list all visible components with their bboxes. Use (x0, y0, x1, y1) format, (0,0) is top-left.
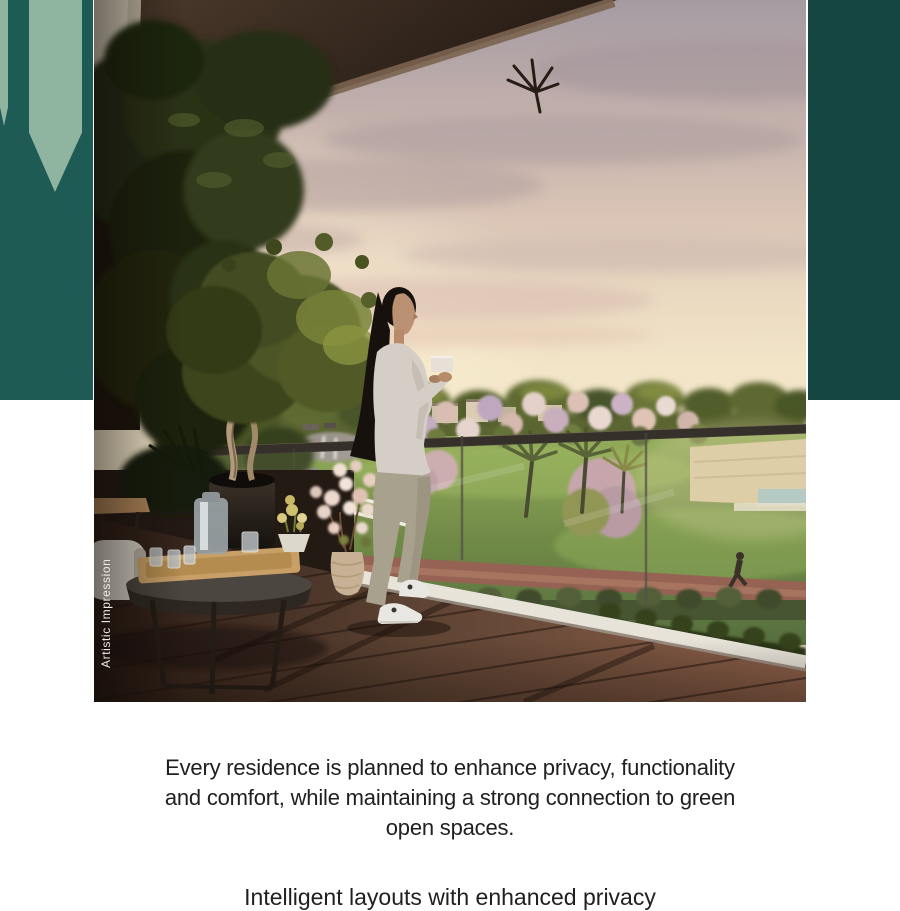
body-copy (0, 753, 900, 843)
coffee-cup (431, 356, 453, 372)
hero-image (94, 0, 806, 702)
paragraph-line: Every residence is planned to enhance privacy, functionality (165, 755, 735, 780)
balcony-artistic-render (94, 0, 806, 702)
artistic-impression-caption: Artistic Impression (99, 558, 113, 668)
section-subheading: Intelligent layouts with enhanced privacy (244, 884, 656, 910)
bottom-vignette (94, 640, 806, 702)
pencil-stripe-large (29, 0, 82, 192)
pencil-stripe-small (0, 0, 8, 126)
paragraph-line: open spaces. (385, 815, 515, 840)
left-accent-panel (0, 0, 93, 400)
glass-carafe (194, 498, 228, 554)
right-accent-strip (808, 0, 900, 400)
paragraph-line: and comfort, while maintaining a strong connection to green (164, 785, 736, 810)
